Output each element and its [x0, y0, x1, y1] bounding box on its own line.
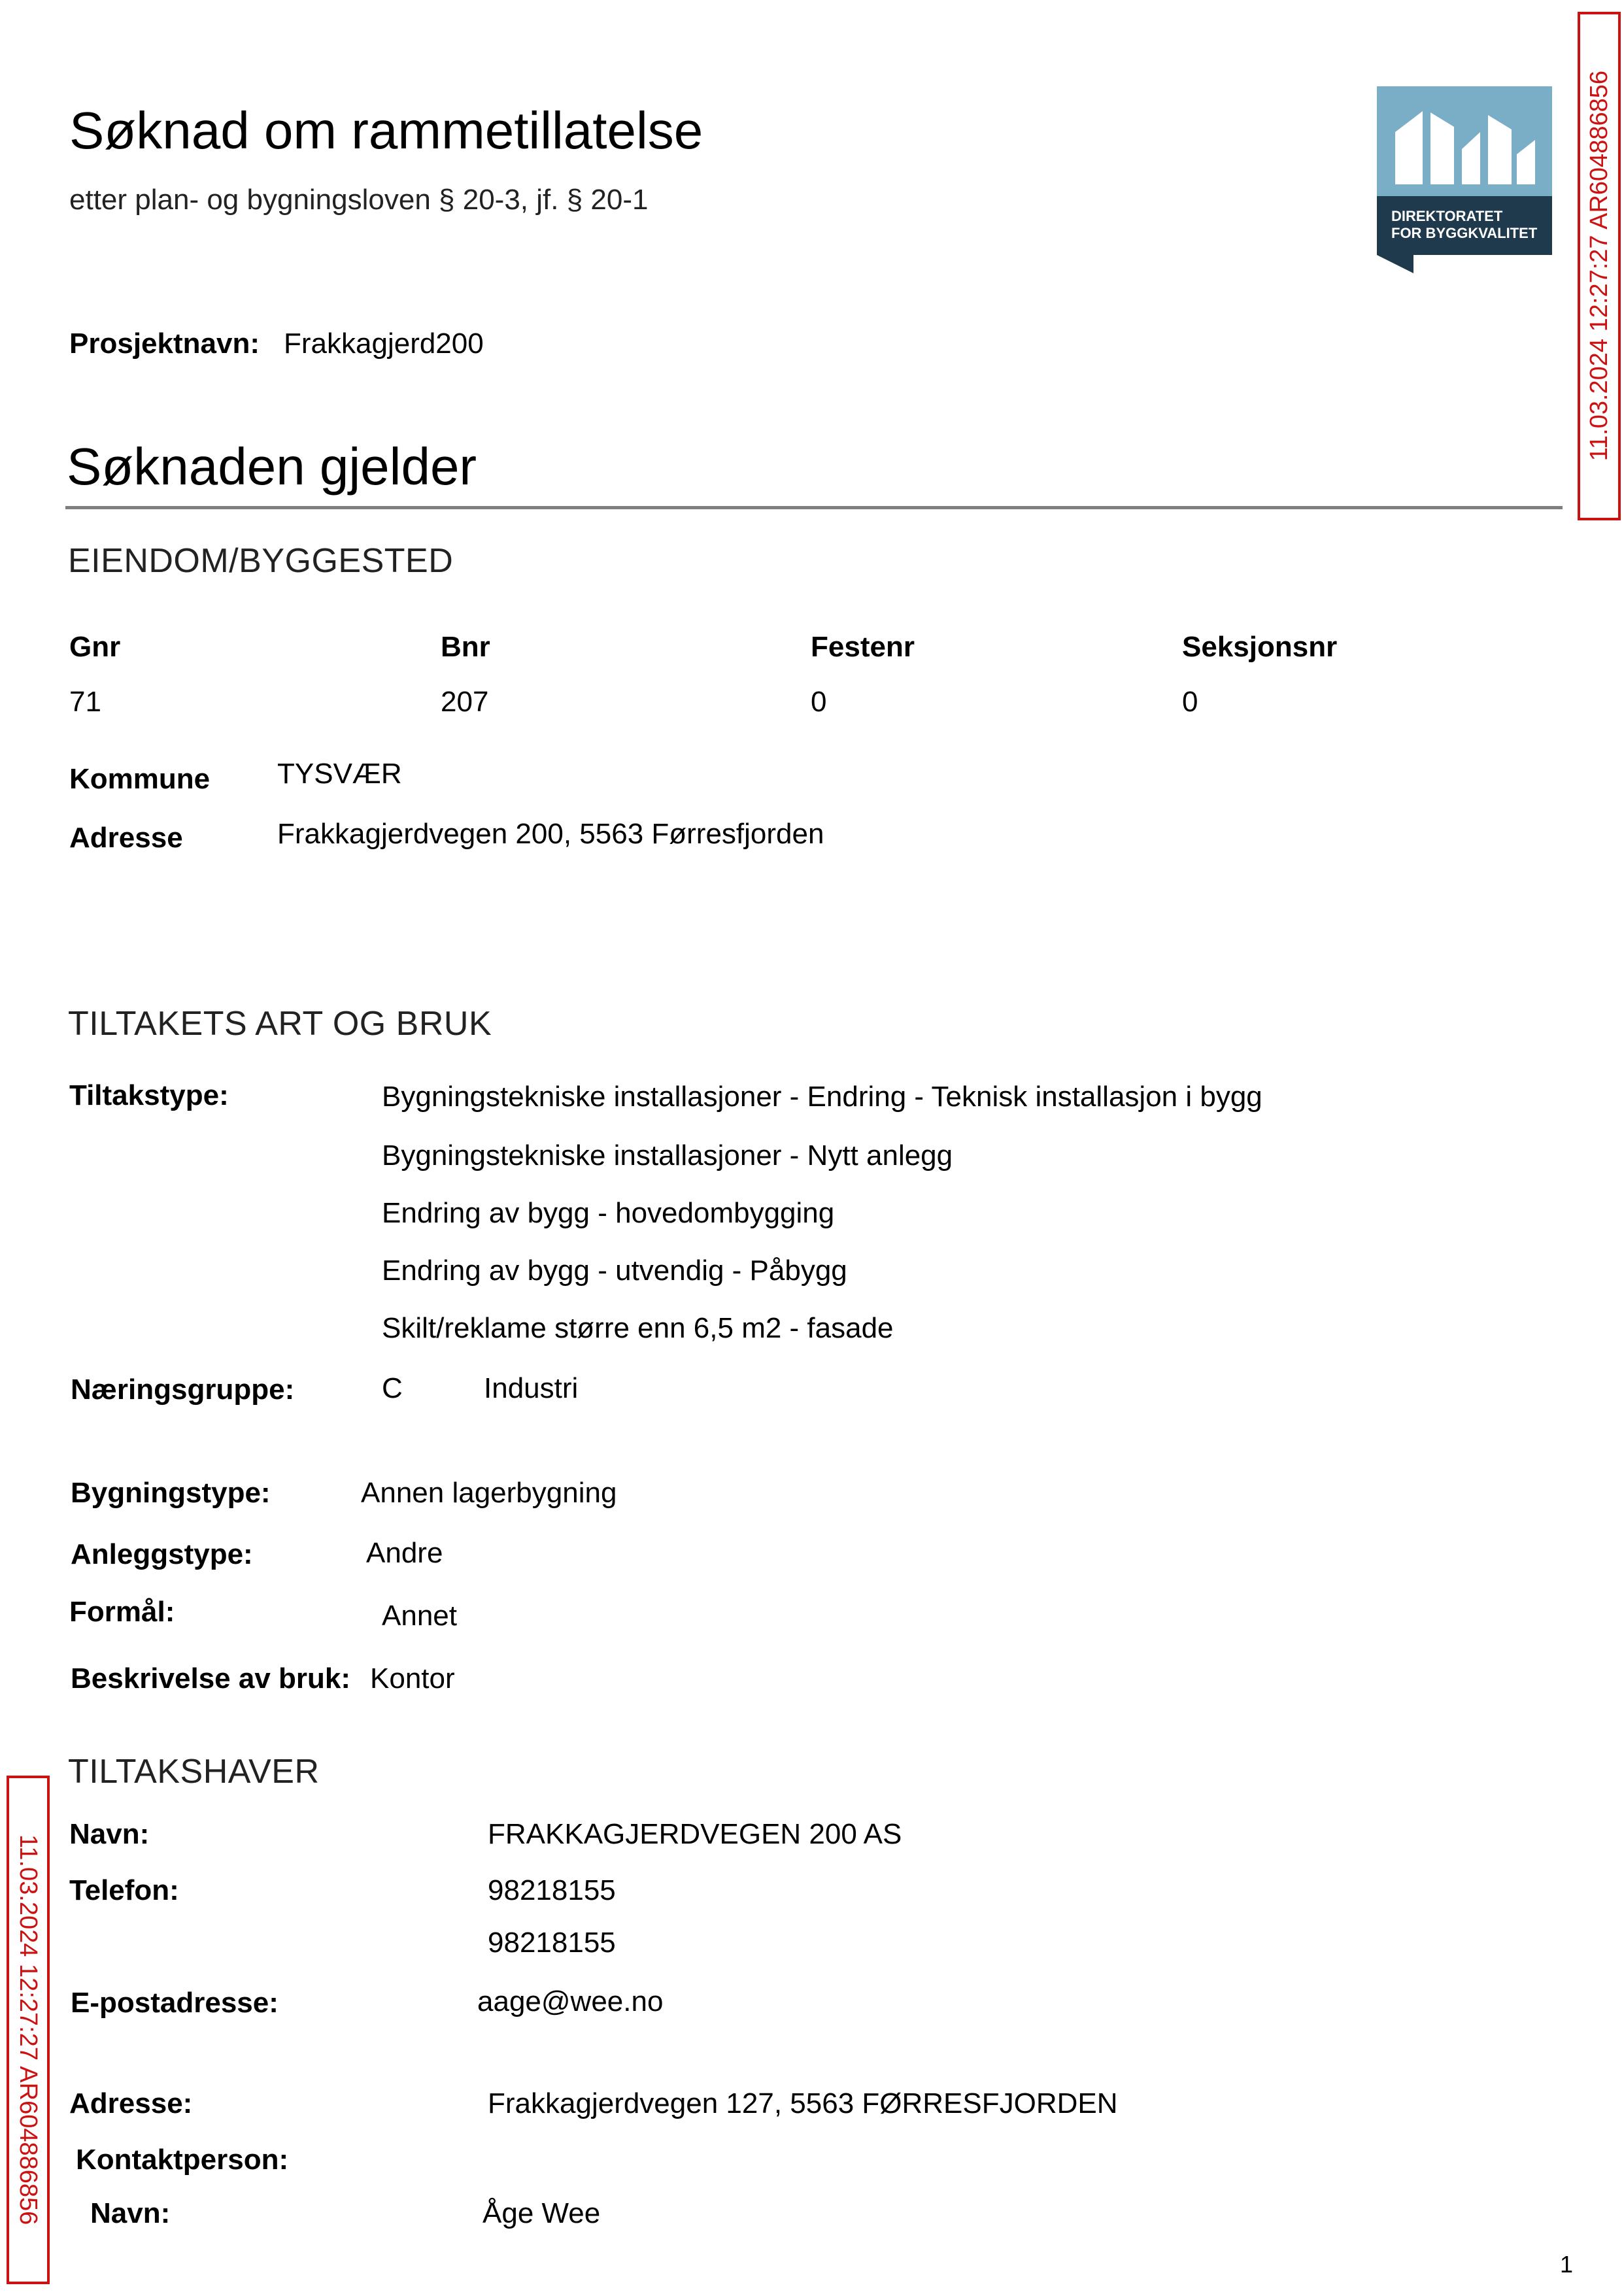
anleggstype-label: Anleggstype: [71, 1538, 253, 1570]
naeringsgruppe-value: Industri [484, 1372, 579, 1404]
tiltakstype-item: Skilt/reklame større enn 6,5 m2 - fasade [382, 1312, 894, 1344]
receipt-stamp-right-text: 11.03.2024 12:27:27 AR604886856 [1585, 71, 1613, 462]
anleggstype-value: Andre [366, 1537, 443, 1569]
page-number: 1 [1560, 2251, 1574, 2278]
naeringsgruppe-label: Næringsgruppe: [71, 1374, 295, 1406]
tiltakstype-item: Bygningstekniske installasjoner - Endring - Teknisk installasjon i bygg [382, 1081, 1262, 1113]
dibk-logo-mark [1377, 86, 1552, 273]
kommune-label: Kommune [69, 763, 211, 795]
document-subtitle: etter plan- og bygningsloven § 20-3, jf. § 20-1 [69, 184, 649, 216]
logo-text-line2: FOR BYGGKVALITET [1391, 225, 1538, 241]
value-bnr: 207 [441, 686, 489, 718]
document-title: Søknad om rammetillatelse [69, 101, 703, 160]
logo-text-line1: DIREKTORATET [1391, 208, 1503, 224]
epost-value: aage@wee.no [477, 1985, 664, 2017]
dibk-logo [1377, 86, 1552, 273]
col-header-festenr: Festenr [811, 631, 915, 663]
col-header-bnr: Bnr [441, 631, 490, 663]
telefon-value: 98218155 [488, 1874, 616, 1906]
adresse-value: Frakkagjerdvegen 200, 5563 Førresfjorden [277, 818, 824, 850]
receipt-stamp-right [1578, 12, 1621, 520]
value-seksjonsnr: 0 [1182, 686, 1198, 718]
tiltakstype-label: Tiltakstype: [69, 1079, 229, 1111]
formal-value: Annet [382, 1600, 457, 1632]
receipt-stamp-left [7, 1776, 50, 2284]
beskrivelse-bruk-label: Beskrivelse av bruk: [71, 1662, 351, 1695]
tiltakshaver-navn-label: Navn: [69, 1818, 150, 1850]
tiltakshaver-heading: TILTAKSHAVER [68, 1753, 320, 1791]
naeringsgruppe-code: C [382, 1372, 403, 1404]
tiltakstype-item: Endring av bygg - utvendig - Påbygg [382, 1255, 847, 1287]
tiltakstype-item: Endring av bygg - hovedombygging [382, 1197, 835, 1229]
epost-label: E-postadresse: [71, 1987, 279, 2019]
project-label: Prosjektnavn: [69, 328, 260, 360]
tiltakshaver-navn-value: FRAKKAGJERDVEGEN 200 AS [488, 1818, 902, 1850]
receipt-stamp-left-text: 11.03.2024 12:27:27 AR604886856 [14, 1834, 42, 2225]
project-value: Frakkagjerd200 [284, 328, 484, 360]
tiltakshaver-adresse-value: Frakkagjerdvegen 127, 5563 FØRRESFJORDEN [488, 2087, 1118, 2119]
formal-label: Formål: [69, 1596, 175, 1628]
bygningstype-label: Bygningstype: [71, 1477, 271, 1509]
tiltakshaver-adresse-label: Adresse: [69, 2087, 193, 2119]
section-title: Søknaden gjelder [67, 437, 477, 496]
value-gnr: 71 [69, 686, 101, 718]
value-festenr: 0 [811, 686, 827, 718]
kommune-value: TYSVÆR [277, 758, 402, 790]
adresse-label: Adresse [69, 822, 183, 854]
kontaktperson-label: Kontaktperson: [76, 2144, 289, 2176]
bygningstype-value: Annen lagerbygning [361, 1477, 617, 1509]
col-header-gnr: Gnr [69, 631, 121, 663]
beskrivelse-bruk-value: Kontor [370, 1662, 455, 1695]
telefon-value-2: 98218155 [488, 1927, 616, 1959]
tiltak-heading: TILTAKETS ART OG BRUK [68, 1005, 492, 1043]
telefon-label: Telefon: [69, 1874, 179, 1906]
section-divider [65, 506, 1563, 509]
col-header-seksjonsnr: Seksjonsnr [1182, 631, 1338, 663]
kontaktperson-navn-label: Navn: [90, 2197, 171, 2229]
tiltakstype-item: Bygningstekniske installasjoner - Nytt anlegg [382, 1139, 953, 1172]
eiendom-heading: EIENDOM/BYGGESTED [68, 542, 454, 580]
kontaktperson-navn-value: Åge Wee [482, 2197, 601, 2229]
